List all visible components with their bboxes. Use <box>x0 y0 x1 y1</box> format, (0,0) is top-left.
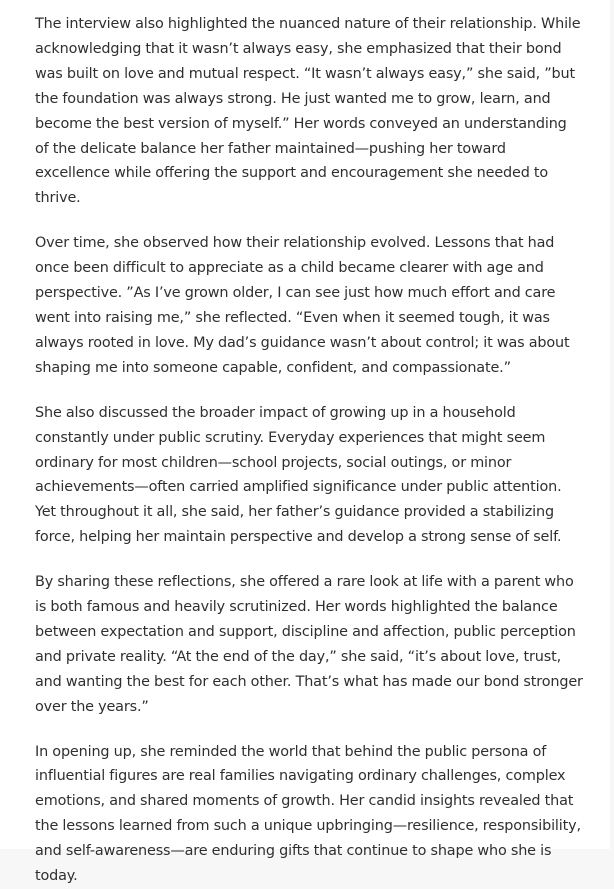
paragraph-relationship-evolution: Over time, she observed how their relationship evolved. Lessons that had once been difficult to appreciate as a child became clearer with age and perspective. ”As I’ve grown older, I can see just how much effort and care went into raising me,” she reflected. “Even when it seemed tough, it was always rooted in love. My dad’s guidance wasn’t about control; it was about shaping me into someone capable, confident, and compassionate.” <box>35 235 570 376</box>
paragraph-reflections: By sharing these reflections, she offered a rare look at life with a parent who is both famous and heavily scrutinized. Her words highlighted the balance between expectation and support, discipline and affection, public perception and private reality. “At the end of the day,” she said, “it’s about love, trust, and wanting the best for each other. That’s what has made our bond stronger over the years.” <box>35 574 583 715</box>
article-body <box>35 12 583 889</box>
paragraph-relationship-nuance: The interview also highlighted the nuanced nature of their relationship. While acknowledging that it wasn’t always easy, she emphasized that their bond was built on love and mutual respect. “It wasn’t always easy,” she said, ”but the foundation was always strong. He just wanted me to grow, learn, and become the best version of myself.” Her words conveyed an understanding of the delicate balance her father maintained—pushing her toward excellence while offering the support and encouragement she needed to thrive. <box>35 16 581 207</box>
paragraph-conclusion: In opening up, she reminded the world that behind the public persona of influential figures are real families navigating ordinary challenges, complex emotions, and shared moments of growth. Her candid insights revealed that the lessons learned from such a unique upbringing—resilience, responsibility, and self-awareness—are enduring gifts that continue to shape who she is today. <box>35 743 581 885</box>
paragraph-public-scrutiny: She also discussed the broader impact of growing up in a household constantly under public scrutiny. Everyday experiences that might seem ordinary for most children—school projects, social outings, or minor achievements—often carried amplified significance under public attention. Yet throughout it all, she said, her father’s guidance provided a stabilizing force, helping her maintain perspective and develop a strong sense of self. <box>35 404 562 546</box>
